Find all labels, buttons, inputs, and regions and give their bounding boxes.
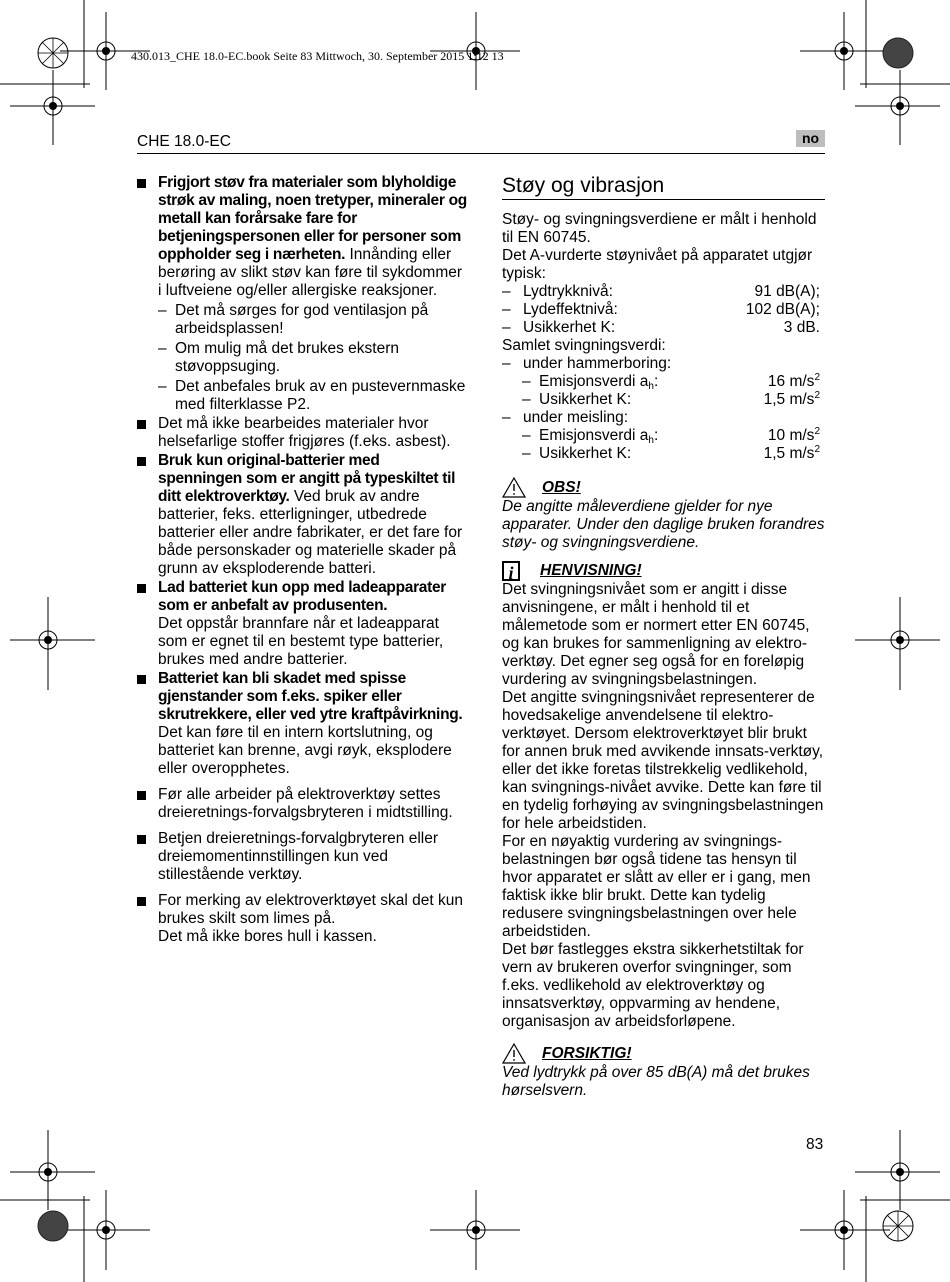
uncertainty-row (502, 391, 825, 409)
dash: – (502, 319, 511, 336)
colon: : (653, 427, 659, 444)
bullet-item (137, 892, 467, 946)
right-column (502, 174, 825, 1100)
noise-row (502, 301, 825, 319)
bullet-item (137, 452, 467, 578)
warning-triangle-icon (502, 477, 526, 498)
info-icon: i (502, 561, 520, 581)
noise-label: Usikkerhet K: (523, 319, 616, 336)
superscript: 2 (814, 390, 820, 401)
bullet-bold-text: Batteriet kan bli skadet med spisse gjenstander som f.eks. spiker eller skrutrekkere, eller ved ytre kraftpåvirkning. (158, 670, 463, 723)
obs-text: De angitte måleverdiene gjelder for nye apparater. Under den daglige bruken forandres støy- og svingningsverdiene. (502, 498, 825, 551)
bullet-text: For merking av elektroverktøyet skal det kun brukes skilt som limes på. (158, 892, 463, 927)
caution-heading (502, 1043, 825, 1064)
obs-label: OBS! (542, 478, 581, 496)
dash: – (502, 409, 511, 426)
dash: – (522, 427, 531, 444)
warning-triangle-icon (502, 1043, 526, 1064)
bullet-bold-text: Bruk kun original-batterier med spenningen som er angitt på typeskiltet til ditt elektroverktøy. (158, 452, 456, 505)
dash: – (502, 283, 511, 300)
dash: – (522, 391, 531, 408)
mode-label: under meisling: (523, 409, 629, 426)
sub-item-text: Det anbefales bruk av en pustevernmaske med filterklasse P2. (175, 378, 466, 413)
bullet-square-icon (137, 584, 146, 593)
bullet-item (137, 786, 467, 822)
bullet-text: Ved bruk av andre batterier, feks. etterligninger, utbedrede batterier eller andre fabrikater, er det fare for både personskader og materielle skader på grunn av eksploderende batteri. (158, 488, 463, 577)
sub-item-text: Om mulig må det brukes ekstern støvoppsuging. (175, 340, 399, 375)
emission-value: 10 m/s (767, 427, 815, 444)
chisel-row (502, 409, 825, 427)
header-rule (137, 153, 825, 154)
noise-label: Lydeffektnivå: (523, 301, 618, 318)
superscript: 2 (814, 372, 820, 383)
uncertainty-value: 1,5 m/s (763, 445, 815, 462)
bullet-item (137, 830, 467, 884)
bullet-text: Det må ikke bearbeides materialer hvor helsefarlige stoffer frigjøres (f.eks. asbest). (158, 415, 451, 450)
uncertainty-row (502, 445, 825, 463)
bullet-square-icon (137, 675, 146, 684)
hint-label: HENVISNING! (540, 562, 642, 579)
hint-paragraph: Det bør fastlegges ekstra sikkerhetstiltak for vern av brukeren overfor svingninger, som f.eks. vedlikehold av elektroverktøy og innsatsverktøy, oppvarming av hendene, organisasjon av arbeidsforløpene. (502, 941, 804, 1030)
superscript: 2 (814, 444, 820, 455)
vibration-title: Samlet svingningsverdi: (502, 337, 666, 354)
header-title: CHE 18.0-EC (137, 133, 231, 150)
emission-label: Emisjonsverdi a (539, 373, 649, 390)
bullet-text: Betjen dreieretnings-forvalgbryteren eller dreiemomentinnstillingen kun ved stillestående verktøy. (158, 830, 439, 883)
caution-text: Ved lydtrykk på over 85 dB(A) må det brukes hørselsvern. (502, 1064, 810, 1099)
dash: – (522, 445, 531, 462)
bullet-bold-text: Frigjort støv fra materialer som blyholdige strøk av maling, noen tretyper, mineraler og metall kan forårsake fare for betjeningspersonen eller for personer som oppholder seg i nærheten. (158, 174, 467, 263)
sub-item: – Det må sørges for god ventilasjon på arbeidsplassen! (158, 302, 429, 337)
hint-paragraph: Det svingningsnivået som er angitt i disse anvisningene, er målt i henhold til et målemetode som er normert etter EN 60745, og kan brukes for sammenligning av elektro-verktøy. Det egner seg også for en foreløpig vurdering av svingningsbelastningen. (502, 581, 810, 688)
bullet-square-icon (137, 179, 146, 188)
noise-value: 91 dB(A); (754, 283, 820, 300)
bullet-square-icon (137, 835, 146, 844)
emission-value: 16 m/s (767, 373, 815, 390)
uncertainty-label: Usikkerhet K: (539, 445, 632, 462)
subscript: h (648, 435, 654, 446)
hammer-row (502, 355, 825, 373)
dash: – (502, 355, 511, 372)
noise-label: Lydtrykknivå: (523, 283, 613, 300)
sub-item: – Det anbefales bruk av en pustevernmaske med filterklasse P2. (158, 378, 466, 413)
bullet-item (137, 415, 467, 451)
section-title: Støy og vibrasjon (502, 174, 825, 200)
mode-label: under hammerboring: (523, 355, 672, 372)
bullet-square-icon (137, 897, 146, 906)
obs-heading (502, 477, 825, 498)
noise-value: 102 dB(A); (745, 301, 820, 318)
bullet-item (137, 579, 467, 669)
left-column (137, 174, 467, 947)
bullet-text: Det oppstår brannfare når et ladeapparat som er egnet til en bestemt type batterier, brukes med andre batterier. (158, 615, 444, 668)
bullet-square-icon (137, 791, 146, 800)
uncertainty-value: 1,5 m/s (763, 391, 815, 408)
dash: – (522, 373, 531, 390)
caution-label: FORSIKTIG! (542, 1044, 632, 1062)
uncertainty-label: Usikkerhet K: (539, 391, 632, 408)
bullet-text: Før alle arbeider på elektroverktøy settes dreieretnings-forvalgsbryteren i midtstilling. (158, 786, 453, 821)
sub-item-text: Det må sørges for god ventilasjon på arbeidsplassen! (175, 302, 429, 337)
bullet-item (137, 174, 467, 414)
hint-paragraph: For en nøyaktig vurdering av svingnings-belastningen bør også tidene tas hensyn til hvor apparatet er slått av eller er i gang, men faktisk ikke blir brukt. Dette kan tydelig redusere svingningsbelastningen over hele arbeidstiden. (502, 833, 811, 940)
hint-heading (502, 561, 825, 581)
intro-text: Det A-vurderte støynivået på apparatet utgjør typisk: (502, 247, 813, 282)
superscript: 2 (814, 426, 820, 437)
intro-text: Støy- og svingningsverdiene er målt i henhold til EN 60745. (502, 211, 817, 246)
noise-row (502, 283, 825, 301)
bullet-square-icon (137, 457, 146, 466)
bullet-text: Det kan føre til en intern kortslutning, og batteriet kan brenne, avgi røyk, eksplodere eller overopphetes. (158, 724, 452, 777)
bullet-text: Innånding eller berøring av slikt støv kan føre til sykdommer i luftveiene og/eller allergiske reaksjoner. (158, 246, 463, 299)
emission-row (502, 427, 825, 445)
print-job-line: 430.013_CHE 18.0-EC.book Seite 83 Mittwoch, 30. September 2015 1:12 13 (131, 49, 504, 63)
dash: – (502, 301, 511, 318)
emission-row (502, 373, 825, 391)
bullet-item (137, 670, 467, 778)
bullet-square-icon (137, 420, 146, 429)
page-number: 83 (806, 1136, 824, 1153)
emission-label: Emisjonsverdi a (539, 427, 649, 444)
bullet-bold-text: Lad batteriet kun opp med ladeapparater som er anbefalt av produsenten. (158, 579, 447, 614)
noise-row (502, 319, 825, 337)
colon: : (653, 373, 659, 390)
sub-item: – Om mulig må det brukes ekstern støvoppsuging. (158, 340, 399, 375)
subscript: h (648, 381, 654, 392)
noise-value: 3 dB. (783, 319, 820, 336)
hint-paragraph: Det angitte svingningsnivået representerer de hovedsakelige anvendelsene til elektro-verktøyet. Dersom elektroverktøyet blir brukt for annen bruk med avvikende innsats-verktøy, eller det ikke foretas tilstrekkelig vedlikehold, kan svingnings-nivået avvike. Dette kan føre til en tydelig forhøying av svingningsbelastningen for hele arbeidstiden. (502, 689, 824, 832)
bullet-text: Det må ikke bores hull i kassen. (158, 928, 377, 945)
language-badge: no (796, 130, 825, 147)
